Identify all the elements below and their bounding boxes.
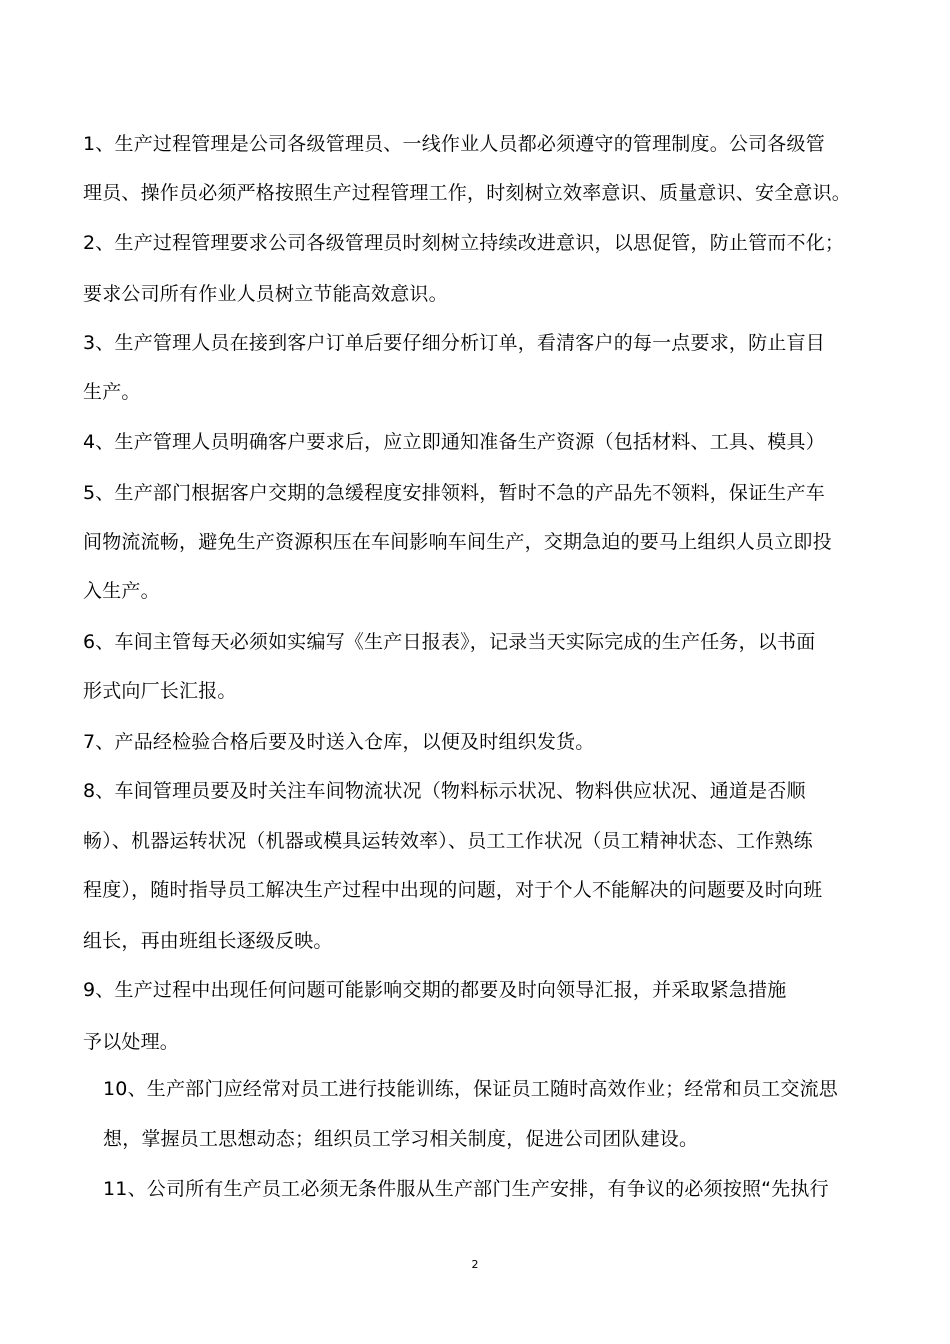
text-line: 想，掌握员工思想动态；组织员工学习相关制度，促进公司团队建设。 [103,1128,699,1150]
text-line: 予以处理。 [83,1031,180,1053]
text-line: 畅）、机器运转状况（机器或模具运转效率）、员工工作状况（员工精神状态、工作熟练 [83,830,813,852]
text-line: 3、生产管理人员在接到客户订单后要仔细分析订单，看清客户的每一点要求，防止盲目 [83,332,825,354]
text-line: 要求公司所有作业人员树立节能高效意识。 [83,283,448,305]
text-line: 入生产。 [83,580,160,602]
text-line: 程度），随时指导员工解决生产过程中出现的问题，对于个人不能解决的问题要及时向班 [83,879,823,901]
text-line: 5、生产部门根据客户交期的急缓程度安排领料，暂时不急的产品先不领料，保证生产车 [83,482,825,504]
text-line: 形式向厂长汇报。 [83,680,237,702]
text-line: 9、生产过程中出现任何问题可能影响交期的都要及时向领导汇报，并采取紧急措施 [83,979,787,1001]
text-line: 生产。 [83,381,141,403]
text-line: 7、产品经检验合格后要及时送入仓库，以便及时组织发货。 [83,731,595,753]
text-line: 理员、操作员必须严格按照生产过程管理工作，时刻树立效率意识、质量意识、安全意识。 [83,182,852,204]
text-line: 8、车间管理员要及时关注车间物流状况（物料标示状况、物料供应状况、通道是否顺 [83,780,806,802]
text-line: 6、车间主管每天必须如实编写《生产日报表》，记录当天实际完成的生产任务，以书面 [83,631,816,653]
text-line: 4、生产管理人员明确客户要求后，应立即通知准备生产资源（包括材料、工具、模具） [83,431,825,453]
text-line: 11、公司所有生产员工必须无条件服从生产部门生产安排，有争议的必须按照“先执行 [103,1178,829,1200]
text-line: 10、生产部门应经常对员工进行技能训练，保证员工随时高效作业；经常和员工交流思 [103,1078,838,1100]
text-line: 1、生产过程管理是公司各级管理员、一线作业人员都必须遵守的管理制度。公司各级管 [83,133,825,155]
text-line: 2、生产过程管理要求公司各级管理员时刻树立持续改进意识，以思促管，防止管而不化； [83,232,845,254]
text-line: 间物流流畅，避免生产资源积压在车间影响车间生产，交期急迫的要马上组织人员立即投 [83,531,832,553]
text-line: 组长，再由班组长逐级反映。 [83,930,333,952]
page-number: 2 [471,1258,479,1271]
